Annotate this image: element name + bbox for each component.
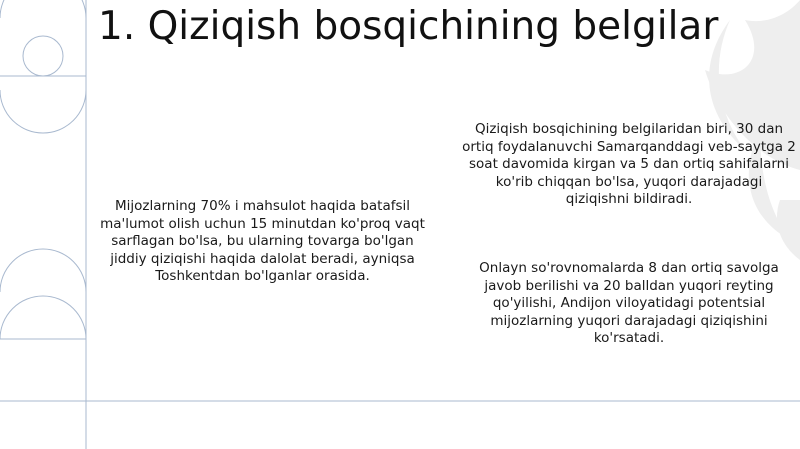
small-circle-outline xyxy=(23,36,63,76)
right-top-text-block: Qiziqish bosqichining belgilaridan biri, 30 dan ortiq foydalanuvchi Samarqanddagi veb-saytga 2 soat davomida kirgan va 5 dan ortiq sahifalarni ko'rib chiqqan bo'lsa, yuqori darajadagi qiziqishni bildiradi. xyxy=(462,121,796,208)
lower-arc-outline xyxy=(0,296,86,339)
slide-title: 1. Qiziqish bosqichining belgilar xyxy=(98,4,719,49)
left-text-block: Mijozlarning 70% i mahsulot haqida batafsil ma'lumot olish uchun 15 minutdan ko'proq vaqt sarflagan bo'lsa, bu ularning tovarga bo'lgan jiddiy qiziqishi haqida dalolat beradi, ayniqsa Toshkentdan bo'lganlar orasida. xyxy=(100,198,425,285)
middle-arc-outline xyxy=(0,249,86,292)
upper-arc-outline xyxy=(0,90,86,133)
right-bottom-text-block: Onlayn so'rovnomalarda 8 dan ortiq savolga javob berilishi va 20 balldan yuqori reyting qo'yilishi, Andijon viloyatidagi potentsial mijozlarning yuqori darajadagi qiziqishini ko'rsatadi. xyxy=(479,260,779,347)
top-arc-outline xyxy=(0,0,86,18)
